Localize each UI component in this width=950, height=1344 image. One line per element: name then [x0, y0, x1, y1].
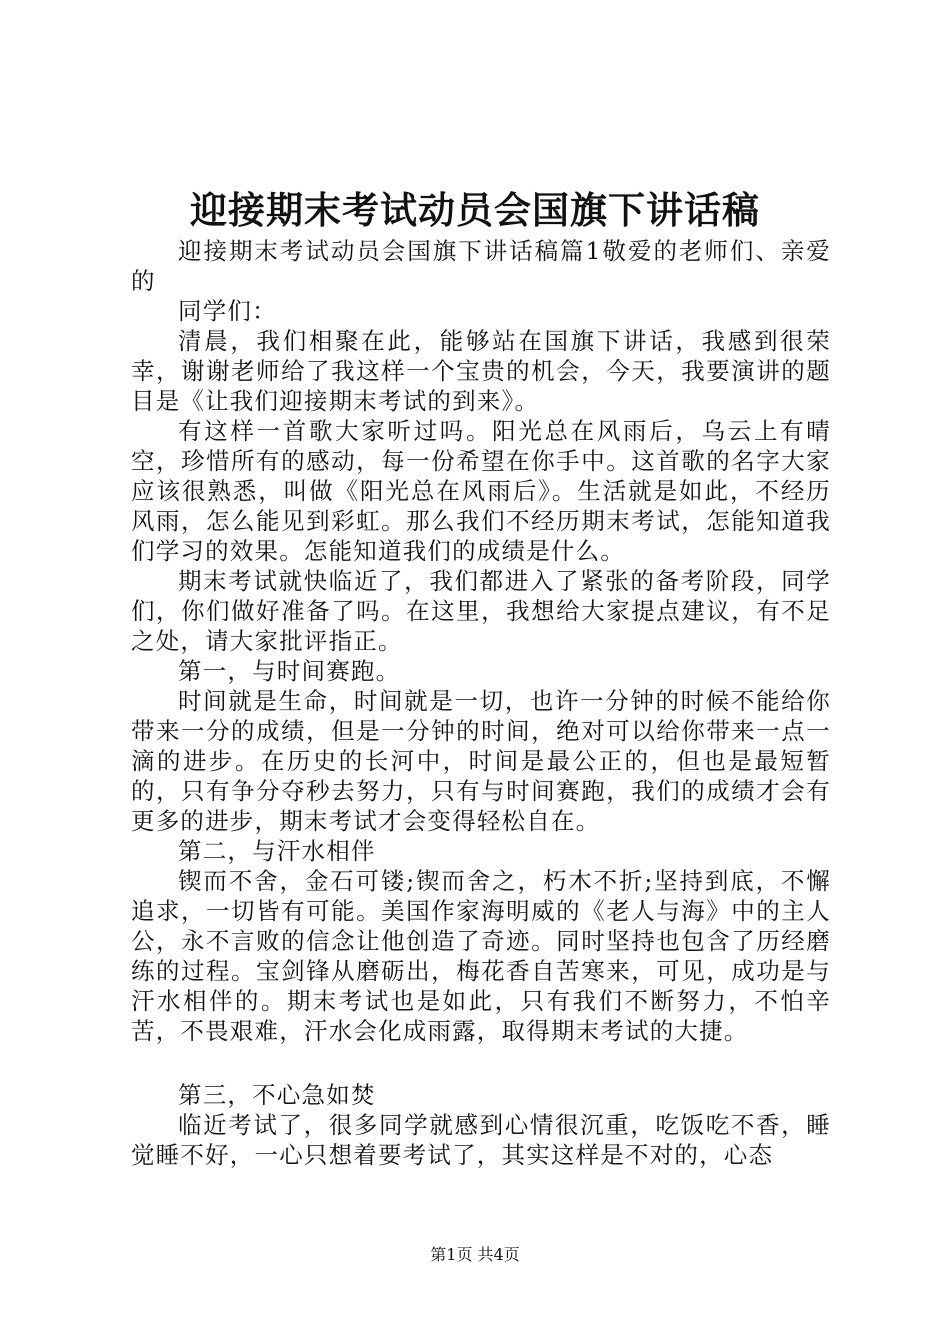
paragraph-preparation: 期末考试就快临近了，我们都进入了紧张的备考阶段，同学们，你们做好准备了吗。在这里，我想给大家提点建议，有不足之处，请大家批评指正。 [131, 567, 831, 655]
paragraph-time: 时间就是生命，时间就是一切，也许一分钟的时候不能给你带来一分的成绩，但是一分钟的时间，绝对可以给你带来一点一滴的进步。在历史的长河中，时间是最公正的，但也是最短暂的，只有争分夺秒去努力，只有与时间赛跑，我们的成绩才会有更多的进步，期末考试才会变得轻松自在。 [131, 687, 831, 835]
paragraph-persistence: 锲而不舍，金石可镂;锲而舍之，朽木不折;坚持到底，不懈追求，一切皆有可能。美国作家海明威的《老人与海》中的主人公，永不言败的信念让他创造了奇迹。同时坚持也包含了历经磨练的过程。宝剑锋从磨砺出，梅花香自苦寒来，可见，成功是与汗水相伴的。期末考试也是如此，只有我们不断努力，不怕辛苦，不畏艰难，汗水会化成雨露，取得期末考试的大捷。 [131, 867, 831, 1045]
section-heading-first: 第一，与时间赛跑。 [178, 657, 401, 685]
document-title: 迎接期末考试动员会国旗下讲话稿 [190, 188, 760, 232]
document-body [131, 236, 831, 1170]
paragraph-spacer [131, 1046, 831, 1080]
paragraph-greeting-cont: 同学们： [178, 297, 277, 325]
section-heading-second: 第二，与汗水相伴 [178, 837, 376, 865]
paragraph-calm: 临近考试了，很多同学就感到心情很沉重，吃饭吃不香，睡觉睡不好，一心只想着要考试了，其实这样是不对的，心态 [131, 1111, 831, 1169]
section-heading-third: 第三，不心急如焚 [178, 1081, 376, 1109]
paragraph-song: 有这样一首歌大家听过吗。阳光总在风雨后，乌云上有晴空，珍惜所有的感动，每一份希望在你手中。这首歌的名字大家应该很熟悉，叫做《阳光总在风雨后》。生活就是如此，不经历风雨，怎么能见到彩虹。那么我们不经历期末考试，怎能知道我们学习的效果。怎能知道我们的成绩是什么。 [131, 417, 831, 565]
page-number-footer: 第1页 共4页 [430, 1245, 520, 1264]
paragraph-greeting: 迎接期末考试动员会国旗下讲话稿篇1敬爱的老师们、亲爱的 [131, 237, 831, 295]
paragraph-opening: 清晨，我们相聚在此，能够站在国旗下讲话，我感到很荣幸，谢谢老师给了我这样一个宝贵的机会，今天，我要演讲的题目是《让我们迎接期末考试的到来》。 [131, 327, 831, 415]
